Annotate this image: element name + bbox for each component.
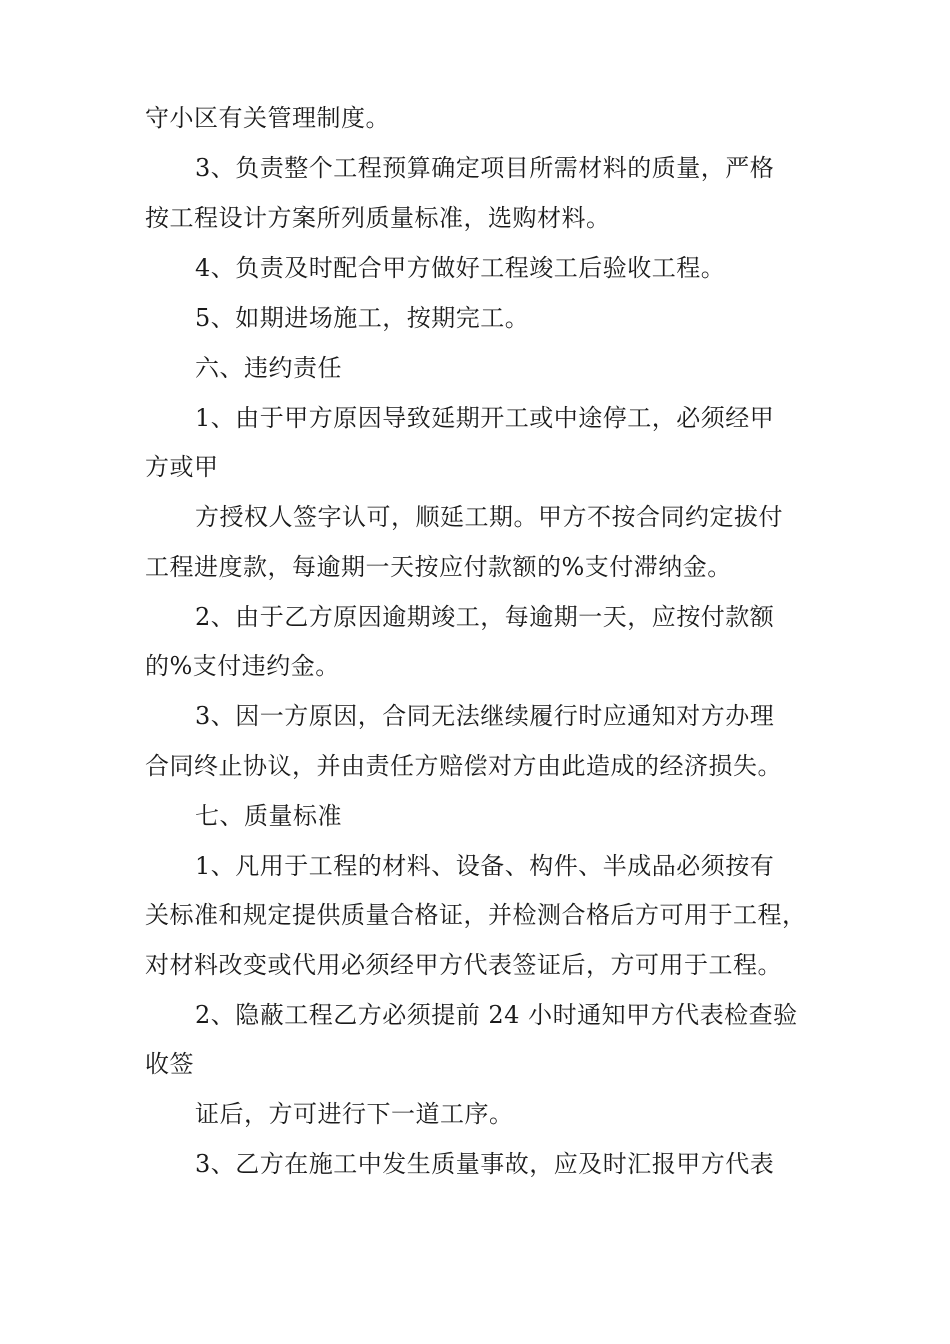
text-line: 方授权人签字认可，顺延工期。甲方不按合同约定拔付 — [195, 503, 783, 531]
text-line: 4、负责及时配合甲方做好工程竣工后验收工程。 — [195, 254, 726, 282]
text-line: 的%支付违约金。 — [145, 652, 340, 680]
text-line: 收签 — [145, 1050, 194, 1078]
text-line: 3、乙方在施工中发生质量事故，应及时汇报甲方代表 — [195, 1150, 775, 1178]
text-line: 2、隐蔽工程乙方必须提前 24 小时通知甲方代表检查验 — [195, 1001, 798, 1029]
text-line: 5、如期进场施工，按期完工。 — [195, 304, 530, 332]
text-line: 按工程设计方案所列质量标准，选购材料。 — [145, 204, 611, 232]
text-line: 对材料改变或代用必须经甲方代表签证后，方可用于工程。 — [145, 951, 782, 979]
text-line: 守小区有关管理制度。 — [145, 104, 390, 132]
text-line: 工程进度款，每逾期一天按应付款额的%支付滞纳金。 — [145, 553, 732, 581]
text-line: 证后，方可进行下一道工序。 — [195, 1100, 514, 1128]
text-line: 3、负责整个工程预算确定项目所需材料的质量，严格 — [195, 154, 775, 182]
section-heading: 七、质量标准 — [195, 802, 342, 830]
text-line: 2、由于乙方原因逾期竣工，每逾期一天，应按付款额 — [195, 603, 775, 631]
text-line: 3、因一方原因，合同无法继续履行时应通知对方办理 — [195, 702, 775, 730]
text-line: 合同终止协议，并由责任方赔偿对方由此造成的经济损失。 — [145, 752, 782, 780]
text-line: 关标准和规定提供质量合格证，并检测合格后方可用于工程， — [145, 901, 807, 929]
text-line: 1、由于甲方原因导致延期开工或中途停工，必须经甲 — [195, 404, 775, 432]
text-line: 方或甲 — [145, 453, 219, 481]
section-heading: 六、违约责任 — [195, 354, 342, 382]
text-line: 1、凡用于工程的材料、设备、构件、半成品必须按有 — [195, 852, 775, 880]
